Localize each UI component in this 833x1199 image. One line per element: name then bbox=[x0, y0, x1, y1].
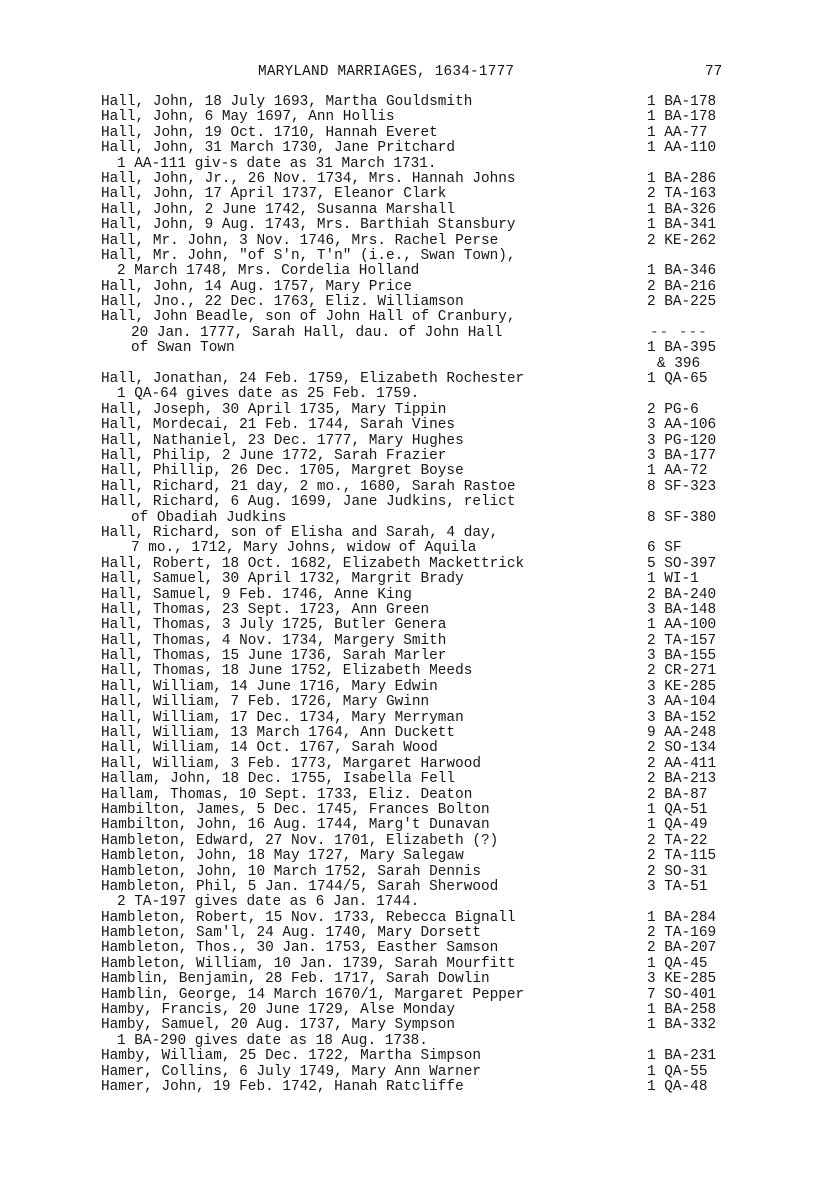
entry-reference: 9 AA-248 bbox=[647, 725, 717, 742]
entry-line bbox=[0, 895, 833, 910]
entry-text: Hambleton, Sam'l, 24 Aug. 1740, Mary Dorsett bbox=[101, 925, 481, 942]
entry-reference: 8 SF-323 bbox=[647, 478, 717, 495]
entry-text: Hall, John, 19 Oct. 1710, Hannah Everet bbox=[101, 124, 438, 141]
entry-text: Hall, Richard, son of Elisha and Sarah, 4 day, bbox=[101, 524, 499, 541]
entry-text: Hall, Thomas, 4 Nov. 1734, Margery Smith bbox=[101, 632, 447, 649]
entry-line bbox=[0, 418, 833, 433]
entry-text: Hamby, Samuel, 20 Aug. 1737, Mary Sympson bbox=[101, 1017, 456, 1034]
entry-line bbox=[0, 526, 833, 541]
entry-line bbox=[0, 957, 833, 972]
entry-reference: 3 BA-148 bbox=[647, 601, 717, 618]
entry-line bbox=[0, 203, 833, 218]
entry-line bbox=[0, 1003, 833, 1018]
marriage-entries-list bbox=[0, 95, 833, 1095]
entry-text: Hall, John, 14 Aug. 1757, Mary Price bbox=[101, 278, 412, 295]
entry-text: 1 QA-64 gives date as 25 Feb. 1759. bbox=[117, 386, 420, 403]
entry-line bbox=[0, 387, 833, 402]
entry-text: Hall, Samuel, 9 Feb. 1746, Anne King bbox=[101, 586, 412, 603]
entry-line bbox=[0, 572, 833, 587]
entry-text: Hallam, Thomas, 10 Sept. 1733, Eliz. Deaton bbox=[101, 786, 473, 803]
entry-line bbox=[0, 988, 833, 1003]
entry-text: Hambilton, John, 16 Aug. 1744, Marg't Dunavan bbox=[101, 817, 490, 834]
entry-line bbox=[0, 972, 833, 987]
entry-line bbox=[0, 680, 833, 695]
entry-text: Hall, Jno., 22 Dec. 1763, Eliz. Williamson bbox=[101, 294, 464, 311]
entry-line bbox=[0, 341, 833, 356]
entry-text: Hall, William, 7 Feb. 1726, Mary Gwinn bbox=[101, 694, 430, 711]
entry-text: Hambleton, Thos., 30 Jan. 1753, Easther Samson bbox=[101, 940, 499, 957]
entry-reference: 2 BA-216 bbox=[647, 278, 717, 295]
entry-line bbox=[0, 541, 833, 556]
entry-reference: 2 SO-31 bbox=[647, 863, 708, 880]
entry-reference: 3 AA-104 bbox=[647, 694, 717, 711]
entry-text: Hall, Thomas, 23 Sept. 1723, Ann Green bbox=[101, 601, 430, 618]
entry-text: 2 TA-197 gives date as 6 Jan. 1744. bbox=[117, 894, 420, 911]
entry-line bbox=[0, 926, 833, 941]
entry-reference: 1 BA-284 bbox=[647, 909, 717, 926]
entry-reference: 1 QA-45 bbox=[647, 955, 708, 972]
entry-line bbox=[0, 480, 833, 495]
entry-line bbox=[0, 834, 833, 849]
entry-reference: 2 PG-6 bbox=[647, 401, 699, 418]
entry-line bbox=[0, 434, 833, 449]
entry-line bbox=[0, 803, 833, 818]
entry-line bbox=[0, 172, 833, 187]
entry-reference: 1 BA-326 bbox=[647, 201, 717, 218]
entry-line bbox=[0, 157, 833, 172]
entry-reference: 2 SO-134 bbox=[647, 740, 717, 757]
entry-reference: 3 BA-177 bbox=[647, 447, 717, 464]
entry-text: Hambleton, William, 10 Jan. 1739, Sarah Mourfitt bbox=[101, 955, 516, 972]
entry-text: Hall, John, 2 June 1742, Susanna Marshall bbox=[101, 201, 456, 218]
entry-line bbox=[0, 403, 833, 418]
entry-line bbox=[0, 664, 833, 679]
entry-text: Hall, Jonathan, 24 Feb. 1759, Elizabeth Rochester bbox=[101, 371, 525, 388]
entry-line bbox=[0, 495, 833, 510]
entry-line bbox=[0, 95, 833, 110]
entry-reference: 2 TA-163 bbox=[647, 186, 717, 203]
entry-text: Hamer, Collins, 6 July 1749, Mary Ann Warner bbox=[101, 1063, 481, 1080]
entry-reference: 1 BA-231 bbox=[647, 1048, 717, 1065]
entry-line bbox=[0, 249, 833, 264]
entry-line bbox=[0, 234, 833, 249]
entry-line bbox=[0, 1049, 833, 1064]
entry-reference: 2 BA-213 bbox=[647, 771, 717, 788]
entry-text: Hall, John, 6 May 1697, Ann Hollis bbox=[101, 109, 395, 126]
entry-reference: 3 PG-120 bbox=[647, 432, 717, 449]
entry-text: Hambleton, John, 18 May 1727, Mary Salegaw bbox=[101, 848, 464, 865]
entry-text: 20 Jan. 1777, Sarah Hall, dau. of John Hall bbox=[131, 324, 503, 341]
entry-text: Hall, Richard, 21 day, 2 mo., 1680, Sarah Rastoe bbox=[101, 478, 516, 495]
entry-text: Hall, Nathaniel, 23 Dec. 1777, Mary Hughes bbox=[101, 432, 464, 449]
entry-reference: 1 AA-77 bbox=[647, 124, 708, 141]
entry-reference: 7 SO-401 bbox=[647, 986, 717, 1003]
entry-reference: 2 BA-240 bbox=[647, 586, 717, 603]
entry-text: Hall, Mordecai, 21 Feb. 1744, Sarah Vines bbox=[101, 417, 456, 434]
entry-line bbox=[0, 310, 833, 325]
entry-text: Hall, William, 14 Oct. 1767, Sarah Wood bbox=[101, 740, 438, 757]
entry-line bbox=[0, 649, 833, 664]
entry-text: Hall, Phillip, 26 Dec. 1705, Margret Boyse bbox=[101, 463, 464, 480]
entry-line bbox=[0, 634, 833, 649]
entry-reference: 2 TA-157 bbox=[647, 632, 717, 649]
entry-reference: 2 BA-207 bbox=[647, 940, 717, 957]
entry-line bbox=[0, 1018, 833, 1033]
entry-reference: & 396 bbox=[657, 355, 701, 372]
entry-text: Hall, Philip, 2 June 1772, Sarah Frazier bbox=[101, 447, 447, 464]
entry-text: Hall, William, 17 Dec. 1734, Mary Merryman bbox=[101, 709, 464, 726]
entry-reference: 1 AA-72 bbox=[647, 463, 708, 480]
entry-reference: 1 BA-286 bbox=[647, 170, 717, 187]
entry-text: of Swan Town bbox=[131, 340, 235, 357]
entry-text: Hall, John, 18 July 1693, Martha Gouldsmith bbox=[101, 94, 473, 110]
entry-reference: 1 BA-346 bbox=[647, 263, 717, 280]
entry-text: Hall, Mr. John, "of S'n, T'n" (i.e., Swan Town), bbox=[101, 247, 516, 264]
entry-text: Hambleton, Phil, 5 Jan. 1744/5, Sarah Sherwood bbox=[101, 878, 499, 895]
entry-line bbox=[0, 941, 833, 956]
entry-text: Hall, Thomas, 15 June 1736, Sarah Marler bbox=[101, 648, 447, 665]
entry-reference: 1 AA-110 bbox=[647, 140, 717, 157]
entry-reference: 8 SF-380 bbox=[647, 509, 717, 526]
page-number: 77 bbox=[705, 64, 723, 80]
entry-reference: 2 CR-271 bbox=[647, 663, 717, 680]
entry-line bbox=[0, 818, 833, 833]
entry-line bbox=[0, 557, 833, 572]
entry-text: 1 BA-290 gives date as 18 Aug. 1738. bbox=[117, 1032, 428, 1049]
entry-line bbox=[0, 1034, 833, 1049]
entry-line bbox=[0, 880, 833, 895]
entry-line bbox=[0, 588, 833, 603]
entry-reference: 1 AA-100 bbox=[647, 617, 717, 634]
entry-text: Hall, John, 31 March 1730, Jane Pritchard bbox=[101, 140, 456, 157]
entry-text: Hambleton, Robert, 15 Nov. 1733, Rebecca Bignall bbox=[101, 909, 516, 926]
entry-text: 1 AA-111 giv-s date as 31 March 1731. bbox=[117, 155, 437, 172]
entry-text: Hall, Thomas, 3 July 1725, Butler Genera bbox=[101, 617, 447, 634]
entry-line bbox=[0, 695, 833, 710]
entry-text: Hambilton, James, 5 Dec. 1745, Frances Bolton bbox=[101, 801, 490, 818]
entry-line bbox=[0, 326, 833, 341]
entry-reference: 3 KE-285 bbox=[647, 971, 717, 988]
entry-reference: 1 BA-395 bbox=[647, 340, 717, 357]
entry-line bbox=[0, 449, 833, 464]
entry-line bbox=[0, 141, 833, 156]
entry-reference: 1 BA-258 bbox=[647, 1002, 717, 1019]
entry-reference: 1 WI-1 bbox=[647, 571, 699, 588]
entry-line bbox=[0, 726, 833, 741]
entry-line bbox=[0, 757, 833, 772]
entry-line bbox=[0, 711, 833, 726]
entry-text: Hall, John Beadle, son of John Hall of Cranbury, bbox=[101, 309, 516, 326]
entry-text: 2 March 1748, Mrs. Cordelia Holland bbox=[117, 263, 420, 280]
entry-text: 7 mo., 1712, Mary Johns, widow of Aquila bbox=[131, 540, 477, 557]
entry-reference: 1 BA-341 bbox=[647, 217, 717, 234]
entry-line bbox=[0, 264, 833, 279]
entry-text: Hall, Robert, 18 Oct. 1682, Elizabeth Mackettrick bbox=[101, 555, 525, 572]
entry-text: Hall, William, 14 June 1716, Mary Edwin bbox=[101, 678, 438, 695]
entry-line bbox=[0, 357, 833, 372]
entry-line bbox=[0, 911, 833, 926]
entry-text: Hall, Richard, 6 Aug. 1699, Jane Judkins, relict bbox=[101, 494, 516, 511]
entry-reference: 3 BA-155 bbox=[647, 648, 717, 665]
reference-dash-mark: -- --- bbox=[650, 324, 708, 341]
entry-line bbox=[0, 372, 833, 387]
entry-reference: 3 AA-106 bbox=[647, 417, 717, 434]
entry-text: Hamby, Francis, 20 June 1729, Alse Monday bbox=[101, 1002, 456, 1019]
entry-text: Hamby, William, 25 Dec. 1722, Martha Simpson bbox=[101, 1048, 481, 1065]
entry-text: Hambleton, John, 10 March 1752, Sarah Dennis bbox=[101, 863, 481, 880]
entry-line bbox=[0, 603, 833, 618]
entry-text: Hall, Samuel, 30 April 1732, Margrit Brady bbox=[101, 571, 464, 588]
entry-line bbox=[0, 511, 833, 526]
entry-reference: 1 QA-51 bbox=[647, 801, 708, 818]
entry-text: Hallam, John, 18 Dec. 1755, Isabella Fell bbox=[101, 771, 456, 788]
entry-reference: 3 BA-152 bbox=[647, 709, 717, 726]
entry-line bbox=[0, 295, 833, 310]
entry-reference: 5 SO-397 bbox=[647, 555, 717, 572]
entry-line bbox=[0, 865, 833, 880]
entry-line bbox=[0, 1080, 833, 1095]
entry-text: Hall, John, 17 April 1737, Eleanor Clark bbox=[101, 186, 447, 203]
entry-line bbox=[0, 1065, 833, 1080]
entry-reference: 3 KE-285 bbox=[647, 678, 717, 695]
entry-text: Hamblin, Benjamin, 28 Feb. 1717, Sarah Dowlin bbox=[101, 971, 490, 988]
entry-reference: 3 TA-51 bbox=[647, 878, 708, 895]
entry-text: of Obadiah Judkins bbox=[131, 509, 287, 526]
entry-text: Hall, Mr. John, 3 Nov. 1746, Mrs. Rachel Perse bbox=[101, 232, 499, 249]
entry-reference: 2 TA-115 bbox=[647, 848, 717, 865]
entry-line bbox=[0, 218, 833, 233]
entry-text: Hall, John, Jr., 26 Nov. 1734, Mrs. Hannah Johns bbox=[101, 170, 516, 187]
entry-reference: 1 BA-332 bbox=[647, 1017, 717, 1034]
entry-text: Hall, Joseph, 30 April 1735, Mary Tippin bbox=[101, 401, 447, 418]
entry-reference: 1 QA-55 bbox=[647, 1063, 708, 1080]
entry-text: Hall, William, 3 Feb. 1773, Margaret Harwood bbox=[101, 755, 481, 772]
entry-reference: 2 TA-22 bbox=[647, 832, 708, 849]
entry-reference: 1 QA-48 bbox=[647, 1079, 708, 1095]
entry-text: Hall, Thomas, 18 June 1752, Elizabeth Meeds bbox=[101, 663, 473, 680]
page-title: MARYLAND MARRIAGES, 1634-1777 bbox=[258, 64, 515, 80]
entry-reference: 2 TA-169 bbox=[647, 925, 717, 942]
entry-reference: 2 BA-225 bbox=[647, 294, 717, 311]
entry-text: Hamer, John, 19 Feb. 1742, Hanah Ratcliffe bbox=[101, 1079, 464, 1095]
entry-text: Hambleton, Edward, 27 Nov. 1701, Elizabeth (?) bbox=[101, 832, 499, 849]
entry-reference: 1 QA-65 bbox=[647, 371, 708, 388]
entry-line bbox=[0, 187, 833, 202]
entry-reference: 1 QA-49 bbox=[647, 817, 708, 834]
entry-reference: 2 KE-262 bbox=[647, 232, 717, 249]
entry-line bbox=[0, 788, 833, 803]
entry-text: Hamblin, George, 14 March 1670/1, Margaret Pepper bbox=[101, 986, 525, 1003]
entry-reference: 2 BA-87 bbox=[647, 786, 708, 803]
entry-line bbox=[0, 126, 833, 141]
entry-line bbox=[0, 772, 833, 787]
entry-text: Hall, John, 9 Aug. 1743, Mrs. Barthiah Stansbury bbox=[101, 217, 516, 234]
entry-line bbox=[0, 741, 833, 756]
entry-reference: 1 BA-178 bbox=[647, 94, 717, 110]
entry-line bbox=[0, 849, 833, 864]
entry-reference: 1 BA-178 bbox=[647, 109, 717, 126]
entry-reference: 2 AA-411 bbox=[647, 755, 717, 772]
entry-line bbox=[0, 280, 833, 295]
entry-line bbox=[0, 110, 833, 125]
entry-reference: 6 SF bbox=[647, 540, 682, 557]
entry-line bbox=[0, 464, 833, 479]
entry-text: Hall, William, 13 March 1764, Ann Duckett bbox=[101, 725, 456, 742]
entry-line bbox=[0, 618, 833, 633]
